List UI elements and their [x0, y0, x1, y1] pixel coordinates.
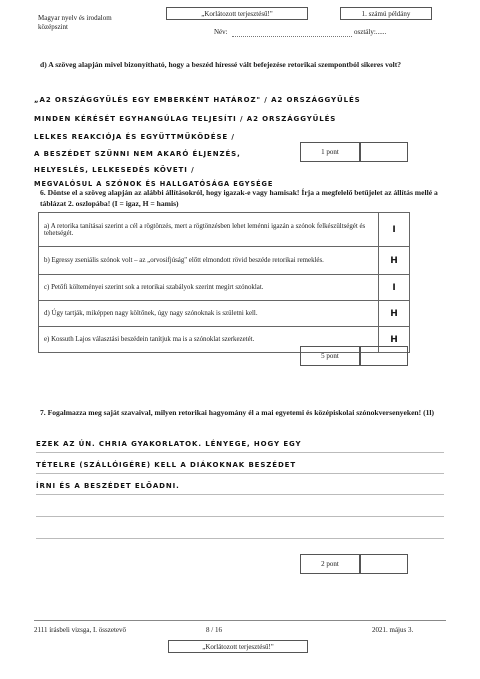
answer-7-line-1: EZEK AZ ÚN. CHRIA GYAKORLATOK. LÉNYEGE, HOGY EGY — [36, 440, 302, 448]
answer-a: I — [392, 224, 396, 235]
answer-d-line-1: „A2 ORSZÁGGYŰLÉS EGY EMBERKÉNT HATÁROZ" / A2 ORSZÁGGYŰLÉS — [34, 96, 361, 104]
table-row — [39, 247, 410, 275]
answer-line[interactable] — [36, 538, 444, 539]
answer-7-line-2: TÉTELRE (SZÁLLÓIGÉRE) KELL A DIÁKOKNAK BESZÉDET — [36, 461, 297, 469]
answer-line — [36, 494, 444, 495]
statement-a: a) A retorika tanításai szerint a cél a rögtönzés, mert a rögtönzésben lehet leménni igazán a szónok felkészültségét és tehetségét. — [39, 213, 379, 247]
points-box-6 — [300, 346, 408, 366]
points-box-7 — [300, 554, 408, 574]
statement-d: d) Úgy tartják, miképpen nagy költőnek, úgy nagy szónoknak is születni kell. — [39, 301, 379, 327]
subject-title: Magyar nyelv és irodalom — [38, 14, 112, 22]
points-box-d — [300, 142, 408, 162]
table-row — [39, 301, 410, 327]
answer-7-line-3: ÍRNI ÉS A BESZÉDET ELŐADNI. — [36, 482, 180, 490]
answer-d-line-5: HELYESLÉS, LELKESEDÉS KÖVETI / — [34, 166, 195, 174]
answer-d-line-4: A BESZÉDET SZŰNNI NEM AKARÓ ÉLJENZÉS, — [34, 150, 241, 158]
answer-line[interactable] — [36, 516, 444, 517]
class-label: osztály:...... — [354, 28, 387, 36]
statement-e: e) Kossuth Lajos választási beszédein tanítjuk ma is a szónoklat szerkezetét. — [39, 327, 379, 353]
question-6-text: 6. Döntse el a szöveg alapján az alábbi állításokról, hogy igazak-e vagy hamisak! Írja a megfelelő betűjelet az állítás mellé a táblázat 2. oszlopába! (I = igaz, H = hamis) — [40, 188, 438, 208]
points-label-6: 5 pont — [300, 346, 360, 366]
restricted-text: „Korlátozott terjesztésű!" — [202, 642, 274, 651]
answer-b: H — [390, 255, 398, 266]
restricted-text: „Korlátozott terjesztésű!" — [201, 9, 273, 18]
table-row — [39, 275, 410, 301]
question-d-text: d) A szöveg alapján mivel bizonyítható, hogy a beszéd híressé vált befejezése retorikai szempontból sikeres volt? — [40, 60, 402, 69]
points-score-7[interactable] — [360, 554, 408, 574]
answer-e: H — [390, 334, 398, 345]
subject-block — [38, 14, 112, 32]
name-label: Név: — [214, 28, 228, 36]
answer-c: I — [392, 282, 396, 293]
footer-divider — [34, 620, 446, 621]
points-label-d: 1 pont — [300, 142, 360, 162]
statement-b: b) Egressy zseniális szónok volt – az „orvosifjúság" előtt elmondott rövid beszéde retorikai remeklés. — [39, 247, 379, 275]
statement-c: c) Petőfi költeményei szerint sok a retorikai szabályok szerint megírt szónoklat. — [39, 275, 379, 301]
subject-level: középszint — [38, 23, 68, 31]
answer-cell-a[interactable] — [379, 213, 410, 247]
answer-line — [36, 473, 444, 474]
points-label-7: 2 pont — [300, 554, 360, 574]
answer-cell-c[interactable] — [379, 275, 410, 301]
restricted-stamp-top — [166, 7, 308, 20]
question-7-text: 7. Fogalmazza meg saját szavaival, milyen retorikai hagyomány él a mai egyetemi és középiskolai szónokversenyeken! (1l) — [40, 408, 435, 417]
copy-label: 1. számú példány — [361, 9, 411, 18]
table-row — [39, 213, 410, 247]
points-score-d[interactable] — [360, 142, 408, 162]
true-false-table — [38, 212, 410, 353]
answer-d: H — [390, 308, 398, 319]
copy-number-box — [340, 7, 432, 20]
points-score-6[interactable] — [360, 346, 408, 366]
answer-d-line-6: MEGVALÓSUL A SZÓNOK ÉS HALLGATÓSÁGA EGYSÉGE — [34, 180, 274, 188]
answer-line — [36, 452, 444, 453]
footer-page-number: 8 / 16 — [206, 626, 222, 634]
answer-cell-b[interactable] — [379, 247, 410, 275]
restricted-stamp-bottom — [168, 640, 308, 653]
footer-exam: 2111 írásbeli vizsga, I. összetevő — [34, 626, 127, 634]
answer-d-line-2: MINDEN KÉRÉSÉT EGYHANGÚLAG TELJESÍTI / A2 ORSZÁGGYŰLÉS — [34, 115, 337, 123]
name-field[interactable] — [232, 36, 352, 37]
footer-date: 2021. május 3. — [372, 626, 414, 634]
answer-d-line-3: LELKES REAKCIÓJA ÉS EGYÜTTMŰKÖDÉSE / — [34, 133, 235, 141]
answer-cell-d[interactable] — [379, 301, 410, 327]
